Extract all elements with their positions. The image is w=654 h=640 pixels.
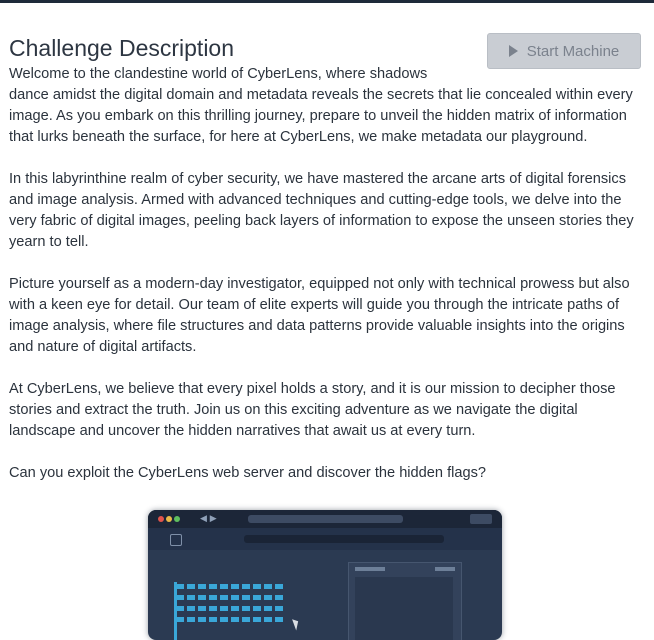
window-controls-icon	[470, 514, 492, 524]
address-bar	[244, 535, 444, 543]
browser-illustration	[148, 510, 502, 640]
address-bar-row	[148, 528, 502, 550]
nav-arrows-icon: ◀ ▶	[200, 514, 217, 524]
description-paragraph: Welcome to the clandestine world of CyberLens, where shadows dance amidst the digital domain and metadata reveals the secrets that lie concealed within every image. As you embark on this thrilling journey, prepare to unveil the hidden matrix of information that lurks beneath the surface, for here at CyberLens, we make metadata our playground.	[9, 66, 633, 145]
minimize-dot-icon	[166, 516, 172, 522]
code-lines	[176, 584, 286, 628]
page-title: Challenge Description	[9, 35, 235, 61]
home-icon	[170, 534, 182, 546]
side-panel	[348, 562, 462, 640]
tab-bar	[248, 515, 403, 523]
description-paragraph: Can you exploit the CyberLens web server and discover the hidden flags?	[9, 465, 487, 481]
description-paragraph: At CyberLens, we believe that every pixel holds a story, and it is our mission to decipher those stories and extract the truth. Join us on this exciting adventure as we navigate the digital landscape and uncover the hidden narratives that await us at every turn.	[9, 381, 616, 439]
description-paragraph: In this labyrinthine realm of cyber security, we have mastered the arcane arts of digital forensics and image analysis. Armed with advanced techniques and cutting-edge tools, we delve into the very fabric of digital images, peeling back layers of information to expose the unseen stories they yearn to tell.	[9, 171, 634, 250]
start-machine-label: Start Machine	[526, 42, 620, 60]
play-icon	[509, 45, 518, 57]
challenge-description	[9, 64, 634, 505]
window-titlebar	[148, 510, 502, 528]
close-dot-icon	[158, 516, 164, 522]
description-paragraph: Picture yourself as a modern-day investigator, equipped not only with technical prowess but also with a keen eye for detail. Our team of elite experts will guide you through the intricate paths of image analysis, where file structures and data patterns provide valuable insights into the origins and nature of digital artifacts.	[9, 276, 630, 355]
maximize-dot-icon	[174, 516, 180, 522]
mouse-cursor-icon	[292, 618, 301, 631]
top-bar	[0, 0, 654, 3]
